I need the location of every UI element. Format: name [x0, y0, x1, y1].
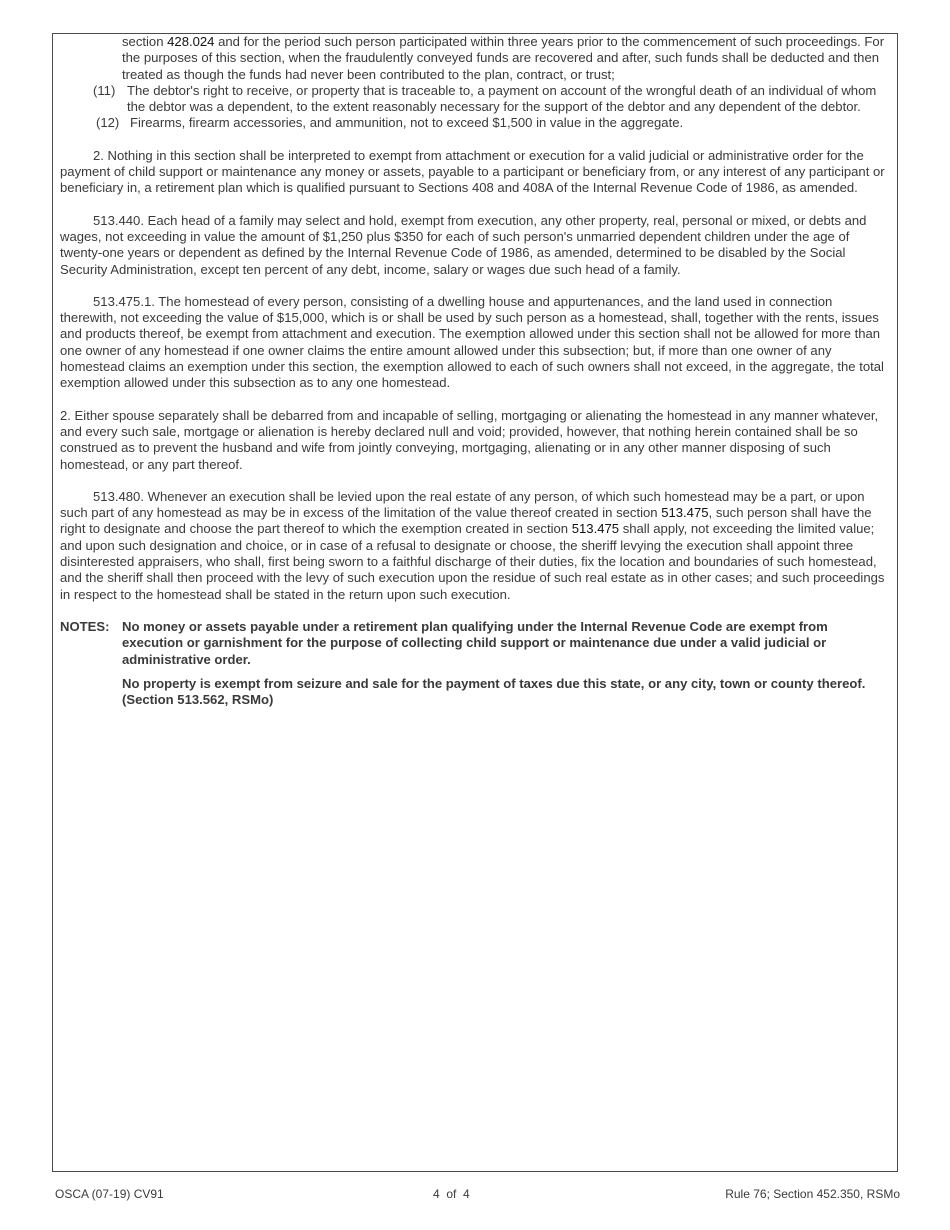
document-body [60, 34, 890, 708]
paragraph-513-475-1: 513.475.1. The homestead of every person, consisting of a dwelling house and appurtenances, and the land used in connection therewith, not exceeding the value of $15,000, which is or shall be used by such person as a homestead, shall, together with the rents, issues and products thereof, be exempt from attachment and execution. The exemption allowed under this section shall not be allowed for more than one owner of any homestead if one owner claims the entire amount allowed under this subsection; but, if more than one owner of any homestead claims an exemption under this section, the exemption allowed to each of such owners shall not exceed, in the aggregate, the total exemption allowed under this subsection as to any one homestead. [60, 293, 884, 391]
section-link-513-475: 513.475 [571, 521, 620, 537]
item-text: The debtor's right to receive, or property that is traceable to, a payment on account of the wrongful death of an individual of whom the debtor was a dependent, to the extent reasonably necessary for the support of the debtor and any dependent of the debtor. [127, 82, 877, 115]
item-12 [96, 115, 890, 131]
form-id: OSCA (07-19) CV91 [55, 1187, 164, 1201]
item-number: (12) [96, 115, 120, 131]
notes-body [122, 619, 890, 708]
rule-reference: Rule 76; Section 452.350, RSMo [725, 1187, 900, 1201]
section-link-428-024: 428.024 [167, 34, 215, 49]
item-10-continuation: section 428.024 and for the period such person participated within three years prior to the commencement of such proceedings. For the purposes of this section, when the fraudulently conveyed funds are recovered and after, such funds shall be deducted and then treated as though the funds had never been contributed to the plan, contract, or trust; [122, 34, 885, 82]
item-number: (11) [93, 82, 116, 98]
item-text: Firearms, firearm accessories, and ammunition, not to exceed $1,500 in value in the aggregate. [130, 115, 684, 131]
note-retirement-plan: No money or assets payable under a retirement plan qualifying under the Internal Revenue Code are exempt from execution or garnishment for the purpose of collecting child support or maintenance due under a valid judicial or administrative order. [122, 618, 828, 667]
paragraph-subsection-2: 2. Nothing in this section shall be interpreted to exempt from attachment or execution for a valid judicial or administrative order for the payment of child support or maintenance any money or assets, payable to a participant or beneficiary from, or any interest of any participant or beneficiary in, a retirement plan which is qualified pursuant to Sections 408 and 408A of the Internal Revenue Code of 1986, as amended. [60, 147, 885, 196]
notes-label: NOTES: [60, 618, 110, 634]
note-taxes: No property is exempt from seizure and sale for the payment of taxes due this state, or any city, town or county thereof. (Section 513.562, RSMo) [122, 675, 866, 708]
paragraph-513-475-2: 2. Either spouse separately shall be debarred from and incapable of selling, mortgaging or alienating the homestead in any manner whatever, and every such sale, mortgage or alienation is hereby declared null and void; provided, however, that nothing herein contained shall be so construed as to prevent the husband and wife from jointly conveying, mortgaging, alienating or in any other manner disposing of such homestead, or any part thereof. [60, 407, 879, 472]
page-number: 4 of 4 [433, 1187, 470, 1201]
section-link-513-475: 513.475 [661, 505, 709, 521]
notes-section [60, 619, 890, 708]
item-11 [93, 83, 890, 116]
paragraph-513-480: 513.480. Whenever an execution shall be levied upon the real estate of any person, of which such homestead may be a part, or upon such part of any homestead as may be in excess of the limitation of the value thereof created in section 513.475, such person shall have the right to designate and choose the part thereof to which the exemption created in section 513.475 shall apply, not exceeding the limited value; and upon such designation and choice, or in case of a refusal to designate or choose, the sheriff levying the execution shall appoint three disinterested appraisers, who shall, first being sworn to a faithful discharge of their duties, fix the location and boundaries of such homestead, and the sheriff shall then proceed with the levy of such execution upon the residue of such real estate as in other cases; and such proceedings in respect to the homestead shall be stated in the return upon such execution. [60, 488, 885, 602]
paragraph-513-440: 513.440. Each head of a family may select and hold, exempt from execution, any other property, real, personal or mixed, or debts and wages, not exceeding in value the amount of $1,250 plus $350 for each of such person's unmarried dependent children under the age of twenty-one years or dependent as defined by the Internal Revenue Code of 1986, as amended, determined to be disabled by the Social Security Administration, except ten percent of any debt, income, salary or wages due such head of a family. [60, 212, 867, 277]
